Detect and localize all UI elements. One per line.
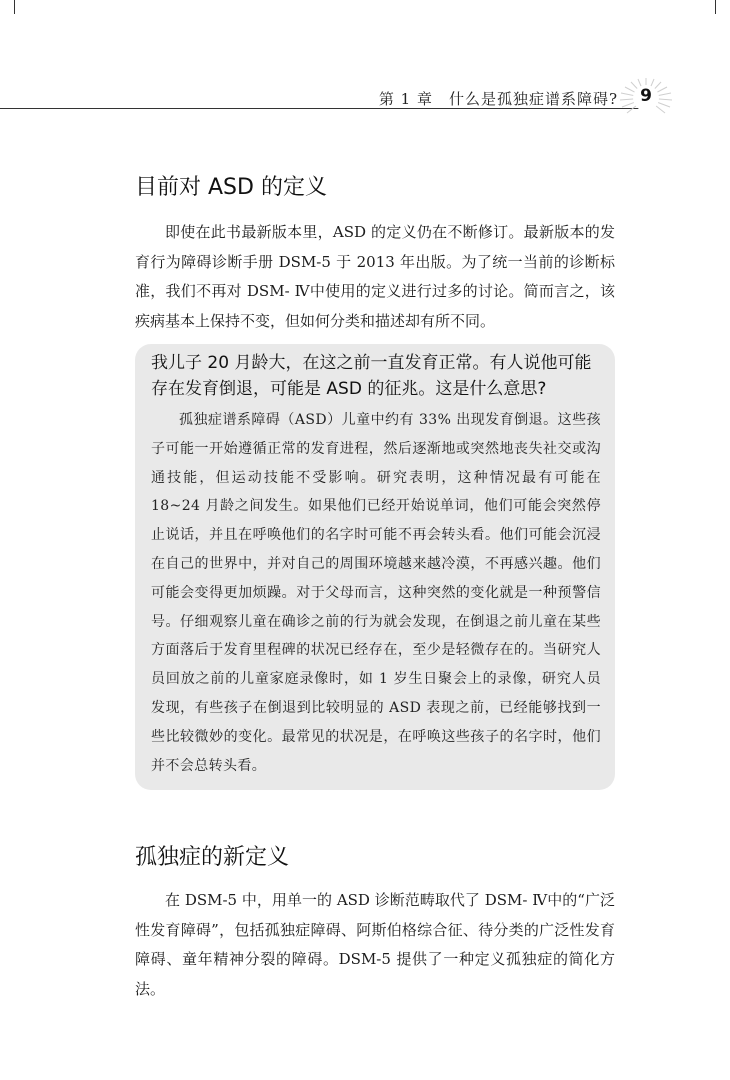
crop-mark-left bbox=[0, 0, 15, 14]
section-heading-current-definition: 目前对 ASD 的定义 bbox=[135, 175, 327, 200]
crop-mark-right bbox=[715, 0, 730, 14]
running-header bbox=[0, 72, 730, 112]
page-number-badge bbox=[616, 78, 676, 118]
qa-answer: 孤独症谱系障碍（ASD）儿童中约有 33% 出现发育倒退。这些孩子可能一开始遵循正常的发育进程，然后逐渐地或突然地丧失社交或沟通技能，但运动技能不受影响。研究表明，这种情况最有可能在 18~24 月龄之间发生。如果他们已经开始说单词，他们可能会突然停止说话，并且在呼唤他们的名字时可能不再会转头看。他们可能会沉浸在自己的世界中，并对自己的周围环境越来越冷漠，不再感兴趣。他们可能会变得更加烦躁。对于父母而言，这种突然的变化就是一种预警信号。仔细观察儿童在确诊之前的行为就会发现，在倒退之前儿童在某些方面落后于发育里程碑的状况已经存在，至少是轻微存在的。当研究人员回放之前的儿童家庭录像时，如 1 岁生日聚会上的录像，研究人员发现，有些孩子在倒退到比较明显的 ASD 表现之前，已经能够找到一些比较微妙的变化。最常见的状况是，在呼唤这些孩子的名字时，他们并不会总转头看。 bbox=[151, 412, 601, 774]
body-paragraph-current-definition: 即使在此书最新版本里，ASD 的定义仍在不断修订。最新版本的发育行为障碍诊断手册 DSM-5 于 2013 年出版。为了统一当前的诊断标准，我们不再对 DSM- Ⅳ中使用的定义进行过多的讨论。简而言之，该疾病基本上保持不变，但如何分类和描述却有所不同。 bbox=[135, 223, 615, 330]
chapter-title: 第 1 章 什么是孤独症谱系障碍? bbox=[378, 90, 618, 108]
section-heading-new-definition: 孤独症的新定义 bbox=[135, 845, 290, 870]
header-rule bbox=[0, 108, 642, 109]
body-paragraph-new-definition: 在 DSM-5 中，用单一的 ASD 诊断范畴取代了 DSM- Ⅳ中的“广泛性发育障碍”，包括孤独症障碍、阿斯伯格综合征、待分类的广泛性发育障碍、童年精神分裂的障碍。DSM-5 提供了一种定义孤独症的简化方法。 bbox=[135, 891, 615, 998]
page-number: 9 bbox=[640, 86, 652, 106]
qa-question: 我儿子 20 月龄大，在这之前一直发育正常。有人说他可能存在发育倒退，可能是 ASD 的征兆。这是什么意思? bbox=[151, 353, 592, 399]
qa-box bbox=[135, 344, 615, 790]
